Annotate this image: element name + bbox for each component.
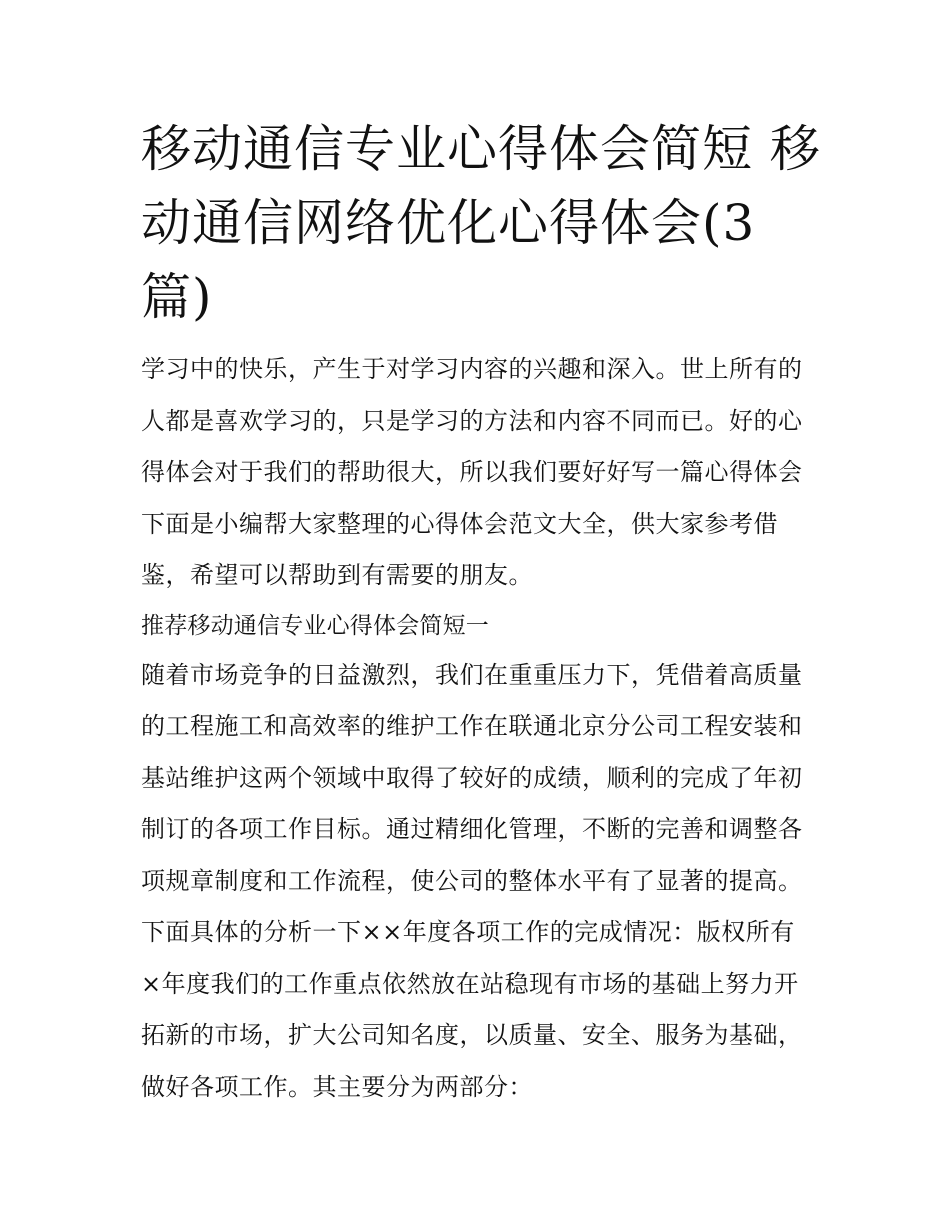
section-heading: 推荐移动通信专业心得体会简短一	[141, 612, 489, 639]
intro-paragraph: 学习中的快乐，产生于对学习内容的兴趣和深入。世上所有的人都是喜欢学习的，只是学习的方法和内容不同而已。好的心得体会对于我们的帮助很大，所以我们要好好写一篇心得体会下面是小编帮大家整理的心得体会范文大全，供大家参考借鉴，希望可以帮助到有需要的朋友。	[141, 355, 803, 589]
document-title: 移动通信专业心得体会简短 移动通信网络优化心得体会(3篇)	[141, 120, 821, 326]
body-paragraph-1: 随着市场竞争的日益激烈，我们在重重压力下，凭借着高质量的工程施工和高效率的维护工作在联通北京分公司工程安装和基站维护这两个领域中取得了较好的成绩，顺利的完成了年初制订的各项工作目标。通过精细化管理，不断的完善和调整各项规章制度和工作流程，使公司的整体水平有了显著的提高。下面具体的分析一下××年度各项工作的完成情况：版权所有	[141, 660, 803, 946]
document-content	[141, 112, 821, 1113]
body-paragraph-2: ×年度我们的工作重点依然放在站稳现有市场的基础上努力开拓新的市场，扩大公司知名度，以质量、安全、服务为基础，做好各项工作。其主要分为两部分：	[141, 969, 803, 1101]
